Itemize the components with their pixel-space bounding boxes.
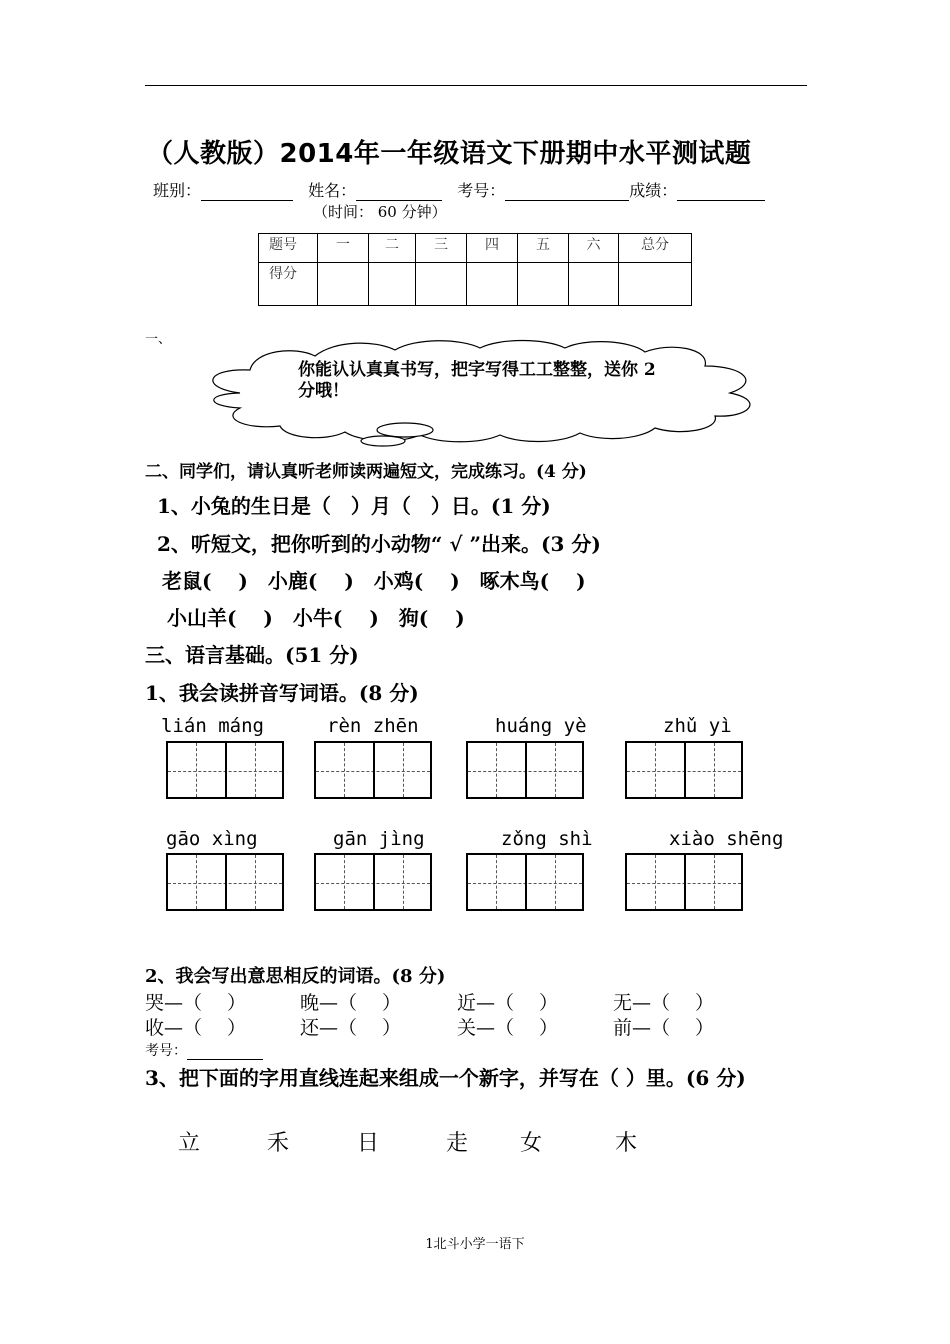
char-item[interactable]: 日 xyxy=(357,1131,380,1156)
animal-option[interactable]: 老鼠( ) xyxy=(162,569,248,593)
score-cell[interactable] xyxy=(569,263,619,306)
section-3-q1: 1、我会读拼音写词语。(8 分) xyxy=(145,681,419,705)
section-3-q3: 3、把下面的字用直线连起来组成一个新字，并写在（ ）里。(6 分) xyxy=(145,1066,746,1090)
animal-option[interactable]: 小鸡( ) xyxy=(373,569,460,593)
score-header-2: 二 xyxy=(369,234,416,263)
antonym-item[interactable]: 收—（ ） xyxy=(145,1017,247,1039)
writing-grid[interactable] xyxy=(466,741,584,799)
pinyin-label: gān jìng xyxy=(333,828,425,850)
score-header-3: 三 xyxy=(416,234,467,263)
writing-grid[interactable] xyxy=(166,853,284,911)
writing-grid[interactable] xyxy=(166,741,284,799)
antonym-item[interactable]: 无—（ ） xyxy=(613,992,715,1014)
writing-grid[interactable] xyxy=(466,853,584,911)
exam-no-label: 考号： xyxy=(457,181,506,200)
pinyin-label: gāo xìng xyxy=(166,828,258,850)
animal-option[interactable]: 小牛( ) xyxy=(292,606,379,630)
writing-grid[interactable] xyxy=(625,853,743,911)
score-header-5: 五 xyxy=(518,234,569,263)
score-cell-total[interactable] xyxy=(619,263,692,306)
section-2-q2: 2、听短文，把你听到的小动物“ √ ”出来。(3 分) xyxy=(157,532,601,556)
pinyin-label: lián máng xyxy=(161,715,264,737)
writing-grid[interactable] xyxy=(625,741,743,799)
score-cell[interactable] xyxy=(318,263,369,306)
antonym-item[interactable]: 关—（ ） xyxy=(457,1017,559,1039)
char-item[interactable]: 女 xyxy=(520,1131,543,1156)
score-header-4: 四 xyxy=(467,234,518,263)
animals-row-2 xyxy=(167,602,485,631)
char-item[interactable]: 立 xyxy=(178,1131,201,1156)
section-3-q2: 2、我会写出意思相反的词语。(8 分) xyxy=(145,966,446,987)
time-limit: （时间： 60 分钟） xyxy=(313,203,447,221)
exam-no-blank[interactable] xyxy=(187,1043,263,1060)
section-3-heading: 三、语言基础。(51 分) xyxy=(145,643,359,667)
score-cell[interactable] xyxy=(467,263,518,306)
pinyin-label: huáng yè xyxy=(495,715,587,737)
score-table xyxy=(258,233,692,306)
pinyin-label: rèn zhēn xyxy=(327,715,419,737)
exam-no-blank[interactable] xyxy=(505,182,629,201)
char-item[interactable]: 木 xyxy=(615,1131,638,1156)
class-label: 班别： xyxy=(153,181,202,200)
animal-option[interactable]: 小鹿( ) xyxy=(267,569,354,593)
antonym-item[interactable]: 近—（ ） xyxy=(457,992,559,1014)
writing-grid[interactable] xyxy=(314,853,432,911)
cloud-message: 你能认认真真书写，把字写得工工整整，送你 2 分哦！ xyxy=(298,360,656,401)
score-cell[interactable] xyxy=(416,263,467,306)
pinyin-label: xiào shēng xyxy=(669,828,784,850)
char-item[interactable]: 禾 xyxy=(267,1131,290,1156)
antonym-item[interactable]: 前—（ ） xyxy=(613,1017,715,1039)
name-blank[interactable] xyxy=(356,182,442,201)
score-label: 成绩： xyxy=(629,181,678,200)
name-label: 姓名： xyxy=(308,181,357,200)
exam-no-line xyxy=(145,1040,263,1060)
score-blank[interactable] xyxy=(677,182,765,201)
antonym-item[interactable]: 还—（ ） xyxy=(300,1017,402,1039)
page-footer: 1北斗小学一语下 xyxy=(425,1237,525,1252)
exam-no-label: 考号： xyxy=(145,1043,187,1059)
antonym-item[interactable]: 哭—（ ） xyxy=(145,992,247,1014)
pinyin-label: zǒng shì xyxy=(501,828,593,850)
animal-option[interactable]: 狗( ) xyxy=(398,606,465,630)
antonym-item[interactable]: 晚—（ ） xyxy=(300,992,402,1014)
score-cell[interactable] xyxy=(518,263,569,306)
score-header-total: 总分 xyxy=(619,234,692,263)
section-2-q1: 1、小兔的生日是（ ）月（ ）日。(1 分) xyxy=(157,494,551,518)
top-rule xyxy=(145,85,807,86)
score-header-label: 题号 xyxy=(259,234,318,263)
class-blank[interactable] xyxy=(201,182,293,201)
student-info-line xyxy=(153,178,765,201)
score-header-6: 六 xyxy=(569,234,619,263)
writing-grid[interactable] xyxy=(314,741,432,799)
section-2-heading: 二、同学们，请认真听老师读两遍短文，完成练习。(4 分) xyxy=(145,462,587,482)
animals-row-1 xyxy=(162,565,606,594)
section-1-label: 一、 xyxy=(145,332,172,347)
page-title: （人教版）2014年一年级语文下册期中水平测试题 xyxy=(147,139,752,169)
char-item[interactable]: 走 xyxy=(446,1131,469,1156)
score-cell[interactable] xyxy=(369,263,416,306)
animal-option[interactable]: 小山羊( ) xyxy=(167,606,273,630)
score-row-label: 得分 xyxy=(259,263,318,306)
score-header-1: 一 xyxy=(318,234,369,263)
pinyin-label: zhǔ yì xyxy=(663,715,732,737)
animal-option[interactable]: 啄木鸟( ) xyxy=(479,569,586,593)
